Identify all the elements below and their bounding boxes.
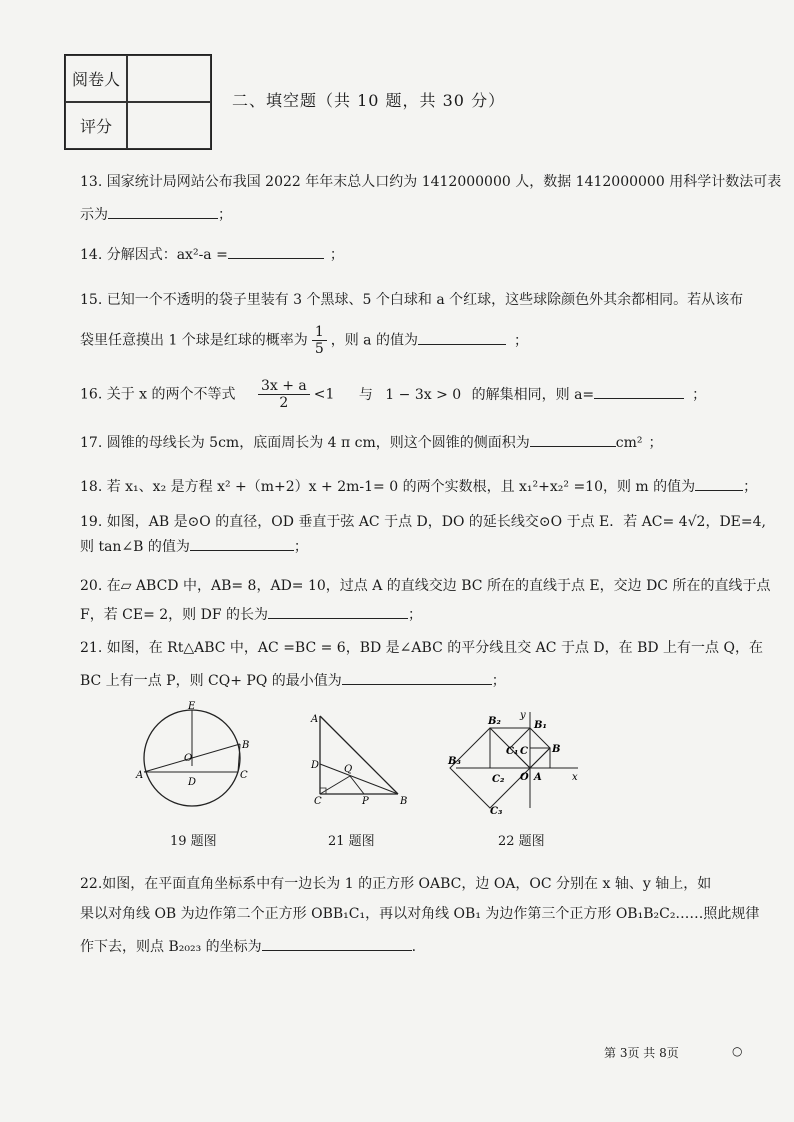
fig21-label-p: P [362, 796, 369, 807]
q21-line2 [80, 670, 506, 691]
score-table [64, 54, 212, 150]
q19-end: ； [293, 539, 308, 555]
q16-ineq2: 1 − 3x > 0 [385, 386, 462, 403]
q16-frac-num: 3x + a [258, 378, 310, 395]
q22-end: . [411, 939, 417, 955]
q22-line2: 果以对角线 OB 为边作第二个正方形 OBB₁C₁，再以对角线 OB₁ 为边作第三个正方形 OB₁B₂C₂……照此规律 [80, 906, 760, 922]
q17-end: ； [648, 435, 663, 451]
figure-22 [446, 704, 582, 816]
q14-text: 14. 分解因式：ax²-a = [80, 247, 228, 263]
fig22-label-b3: B₃ [448, 756, 461, 767]
q19-answer-blank[interactable] [190, 536, 294, 551]
q20-end: ； [408, 607, 423, 623]
page-number: 第 3页 共 8页 [604, 1046, 679, 1060]
q22-text: 作下去，则点 B₂₀₂₃ 的坐标为 [80, 939, 262, 955]
fig22-label-b: B [552, 744, 561, 755]
fig21-label-q: Q [344, 764, 353, 775]
q14-answer-blank[interactable] [228, 244, 324, 259]
fig19-label-a: A [136, 770, 144, 781]
q21-answer-blank[interactable] [342, 670, 492, 685]
q15-fraction [312, 324, 327, 357]
fig21-label-c: C [314, 796, 322, 807]
fig19-label-o: O [184, 753, 193, 764]
q15-frac-den: 5 [314, 341, 324, 357]
fig19-label-d: D [188, 777, 197, 788]
q13-line2 [80, 204, 232, 225]
q16-frac-den: 2 [279, 395, 289, 411]
q18 [80, 476, 757, 497]
fig19-label-e: E [188, 701, 196, 712]
fig19-label-b: B [242, 740, 250, 751]
fig22-label-b1: B₁ [534, 720, 547, 731]
q21-end: ； [491, 673, 506, 689]
q13-answer-blank[interactable] [108, 204, 218, 219]
fig22-label-a: A [534, 772, 542, 783]
q18-answer-blank[interactable] [695, 476, 743, 491]
fig22-label-y: y [520, 710, 526, 721]
q13-line1: 13. 国家统计局网站公布我国 2022 年年末总人口约为 1412000000 人，数据 1412000000 用科学计数法可表 [80, 174, 782, 190]
q22-answer-blank[interactable] [262, 936, 412, 951]
q15-line1: 15. 已知一个不透明的袋子里装有 3 个黑球、5 个白球和 a 个红球，这些球除颜色外其余都相同。若从该布 [80, 292, 744, 308]
q16-end: ； [692, 386, 707, 403]
q18-end: ； [743, 479, 758, 495]
q17 [80, 432, 663, 453]
q22-line3 [80, 936, 416, 957]
q16-mid: 的解集相同，则 a= [471, 386, 595, 403]
q17-unit: cm² [615, 435, 643, 451]
q20-text: F，若 CE= 2，则 DF 的长为 [80, 607, 269, 623]
fig22-diag-ob [530, 748, 550, 768]
q15-end: ； [513, 332, 528, 349]
fig22-label-b2: B₂ [488, 716, 501, 727]
q13-text: 示为 [80, 207, 108, 223]
q20-line2 [80, 604, 422, 625]
q20-answer-blank[interactable] [268, 604, 408, 619]
q16-answer-blank[interactable] [594, 384, 684, 399]
q21-text: BC 上有一点 P，则 CQ+ PQ 的最小值为 [80, 673, 342, 689]
q17-answer-blank[interactable] [530, 432, 616, 447]
fig19-caption: 19 题图 [170, 834, 217, 849]
reviewer-cell[interactable] [127, 55, 211, 102]
fig22-label-x: x [572, 772, 578, 783]
q13-end: ； [218, 207, 232, 223]
fig22-caption: 22 题图 [498, 834, 545, 849]
q19-text: 则 tan∠B 的值为 [80, 539, 190, 555]
fig19-label-c: C [240, 770, 248, 781]
q16-text: 16. 关于 x 的两个不等式 [80, 386, 236, 403]
q15-frac-num: 1 [312, 324, 327, 341]
fig21-line-cq [320, 776, 350, 794]
fig21-line-bd [320, 764, 398, 794]
q22-line1: 22.如图，在平面直角坐标系中有一边长为 1 的正方形 OABC，边 OA，OC 分别在 x 轴、y 轴上，如 [80, 876, 712, 892]
reviewer-label: 阅卷人 [65, 55, 127, 102]
q16-ineq1-tail: <1 [313, 386, 335, 403]
q15-mid: ，则 a 的值为 [330, 332, 418, 349]
fig21-label-a: A [311, 714, 319, 725]
q14-end: ； [329, 247, 344, 263]
fig21-caption: 21 题图 [328, 834, 375, 849]
fig22-label-o: O [520, 772, 529, 783]
fig22-label-c2: C₂ [492, 774, 505, 785]
q16-and: 与 [358, 386, 373, 403]
q19-line1: 19. 如图，AB 是⊙O 的直径，OD 垂直于弦 AC 于点 D，DO 的延长线交⊙O 于点 E．若 AC= 4√2，DE=4, [80, 514, 766, 530]
fig21-label-d: D [311, 760, 320, 771]
q16-fraction [258, 378, 310, 411]
q15-answer-blank[interactable] [418, 330, 506, 345]
figure-19 [134, 700, 254, 814]
fig21-label-b: B [400, 796, 408, 807]
score-cell[interactable] [127, 102, 211, 149]
q20-line1: 20. 在▱ ABCD 中，AB= 8，AD= 10，过点 A 的直线交边 BC 所在的直线于点 E，交边 DC 所在的直线于点 [80, 578, 771, 594]
section-title: 二、填空题（共 10 题，共 30 分） [232, 91, 506, 110]
fig22-label-c3: C₃ [490, 806, 503, 816]
q15-line2 [80, 324, 528, 357]
q19-line2 [80, 536, 308, 557]
figure-21 [308, 710, 412, 810]
fig22-label-c: C [520, 746, 528, 757]
corner-mark: ○ [732, 1044, 743, 1058]
fig21-line-ab [320, 716, 398, 794]
fig22-label-c1: C₁ [506, 746, 519, 757]
q21-line1: 21. 如图，在 Rt△ABC 中，AC =BC = 6，BD 是∠ABC 的平分线且交 AC 于点 D，在 BD 上有一点 Q，在 [80, 640, 763, 656]
q14 [80, 244, 344, 265]
q15-text: 袋里任意摸出 1 个球是红球的概率为 [80, 332, 308, 349]
score-label: 评分 [65, 102, 127, 149]
q18-text: 18. 若 x₁、x₂ 是方程 x² +（m+2）x + 2m-1= 0 的两个实数根，且 x₁²+x₂² =10，则 m 的值为 [80, 479, 696, 495]
q16 [80, 378, 706, 411]
q17-text: 17. 圆锥的母线长为 5cm，底面周长为 4 π cm，则这个圆锥的侧面积为 [80, 435, 530, 451]
